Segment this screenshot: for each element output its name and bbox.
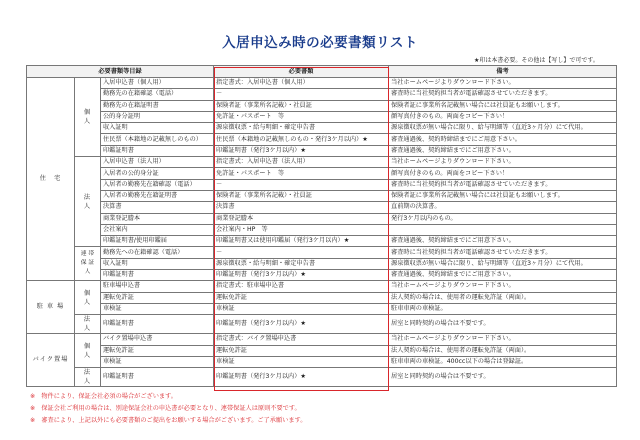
table-row xyxy=(27,236,617,247)
required-doc-cell: 保険者証（事業所名記載）・社員証 xyxy=(214,190,389,201)
document-item-cell: 決算書 xyxy=(101,202,214,213)
footnote-3: ※ 審査により、上記以外にも必要書類のご提出をお願いする場合がございます。ご了承願います。 xyxy=(30,417,307,424)
remark-cell: 駐車車両の車検証。 xyxy=(389,303,617,314)
remark-cell: 発行3ケ月以内のもの。 xyxy=(389,213,617,224)
category-cell: 駐 車 場 xyxy=(27,281,75,334)
remark-cell: 審査通過後、契約締結までにご用意下さい。 xyxy=(389,236,617,247)
subcategory-cell: 法 人 xyxy=(75,157,101,247)
document-item-cell: 運転免許証 xyxy=(101,292,214,303)
remark-cell: 審査時に当社契約担当者が電話確認させていただきます。 xyxy=(389,89,617,100)
required-doc-cell: 住民票（本籍地の記載無しのもの・発行3ケ月以内）★ xyxy=(214,134,389,145)
document-item-cell: 駐車場申込書 xyxy=(101,281,214,292)
table-row xyxy=(27,89,617,100)
document-item-cell: 収入証明 xyxy=(101,258,214,269)
document-item-cell: 車検証 xyxy=(101,356,214,367)
required-doc-cell: 決算書 xyxy=(214,202,389,213)
document-item-cell: 印鑑証明書 xyxy=(101,315,214,334)
table-row xyxy=(27,258,617,269)
document-item-cell: バイク置場申込書 xyxy=(101,334,214,345)
document-item-cell: 入居申込書（法人用） xyxy=(101,157,214,168)
footnote-2: ※ 保証会社ご利用の場合は、別途保証会社の申込書が必要となり、連帯保証人は原則不要です。 xyxy=(30,405,301,412)
subcategory-cell: 法 人 xyxy=(75,368,101,387)
remark-cell: 審査時に当社契約担当者が電話確認させていただきます。 xyxy=(389,247,617,258)
document-item-cell: 入居者の公的身分証 xyxy=(101,168,214,179)
remark-cell: 法人契約の場合は、使用者の運転免許証（両面）。 xyxy=(389,345,617,356)
category-cell: バイク置場 xyxy=(27,334,75,387)
table-row xyxy=(27,224,617,235)
required-doc-cell: － xyxy=(214,247,389,258)
document-item-cell: 印鑑証明書 xyxy=(101,368,214,387)
remark-cell: 顔写真付きのもの。両面をコピー下さい！ xyxy=(389,111,617,122)
subcategory-cell: 個 人 xyxy=(75,334,101,368)
remark-cell: 審査通過後、契約締結までにご用意下さい。 xyxy=(389,270,617,281)
table-row xyxy=(27,202,617,213)
document-item-cell: 印鑑証明書/使用印鑑届 xyxy=(101,236,214,247)
subcategory-cell: 個 人 xyxy=(75,281,101,315)
remark-cell: 源泉徴収票が無い場合に限り、給与明細等（直近3ヶ月分）にて代用。 xyxy=(389,258,617,269)
table-row xyxy=(27,247,617,258)
required-doc-cell: 運転免許証 xyxy=(214,345,389,356)
required-doc-cell: 印鑑証明書又は使用印鑑届（発行3ケ月以内）★ xyxy=(214,236,389,247)
document-item-cell: 印鑑証明書 xyxy=(101,270,214,281)
remark-cell: 保険者証に事業所名記載無い場合には社員証もお願いします。 xyxy=(389,100,617,111)
required-doc-cell: 保険者証（事業所名記載）・社員証 xyxy=(214,100,389,111)
document-item-cell: 入居者の勤務先在籍証明書 xyxy=(101,190,214,201)
required-doc-cell: 車検証 xyxy=(214,303,389,314)
remark-cell: 居室と同時契約の場合は不要です。 xyxy=(389,315,617,334)
remark-cell: 直前期の決算書。 xyxy=(389,202,617,213)
required-doc-cell: 免許証・パスポート 等 xyxy=(214,111,389,122)
required-doc-cell: 印鑑証明書（発行3ケ月以内）★ xyxy=(214,315,389,334)
remark-cell: 審査時に当社契約担当者が電話確認させていただきます。 xyxy=(389,179,617,190)
table-row xyxy=(27,179,617,190)
required-doc-cell: 源泉徴収票・給与明細・確定申告書 xyxy=(214,123,389,134)
header-documents: 必要書類等目録 xyxy=(27,66,214,78)
subcategory-cell: 法 人 xyxy=(75,315,101,334)
document-item-cell: 印鑑証明書 xyxy=(101,145,214,156)
page-title: 入居申込み時の必要書類リスト xyxy=(222,35,418,51)
document-item-cell: 商業登記謄本 xyxy=(101,213,214,224)
table-row xyxy=(27,356,617,367)
document-item-cell: 勤務先の在籍確認（電話） xyxy=(101,89,214,100)
table-row xyxy=(27,213,617,224)
subcategory-cell: 個 人 xyxy=(75,78,101,157)
table-row xyxy=(27,190,617,201)
remark-cell: 法人契約の場合は、使用者の運転免許証（両面）。 xyxy=(389,292,617,303)
remark-cell: 当社ホームページよりダウンロード下さい。 xyxy=(389,78,617,89)
table-row xyxy=(27,111,617,122)
document-item-cell: 運転免許証 xyxy=(101,345,214,356)
document-item-cell: 入居者の勤務先在籍確認（電話） xyxy=(101,179,214,190)
required-doc-cell: － xyxy=(214,89,389,100)
remark-cell: 居室と同時契約の場合は不要です。 xyxy=(389,368,617,387)
required-doc-cell: 印鑑証明書（発行3ケ月以内）★ xyxy=(214,368,389,387)
table-row xyxy=(27,281,617,292)
table-body xyxy=(27,78,617,387)
required-doc-cell: 会社案内・HP 等 xyxy=(214,224,389,235)
required-doc-cell: 運転免許証 xyxy=(214,292,389,303)
category-cell: 住 宅 xyxy=(27,78,75,281)
remark-cell xyxy=(389,224,617,235)
remark-cell: 源泉徴収票が無い場合に限り、給与明細等（直近3ヶ月分）にて代用。 xyxy=(389,123,617,134)
remark-cell: 当社ホームページよりダウンロード下さい。 xyxy=(389,157,617,168)
table-row xyxy=(27,134,617,145)
table-row xyxy=(27,315,617,334)
table-row xyxy=(27,334,617,345)
table-row xyxy=(27,78,617,89)
table-row xyxy=(27,292,617,303)
star-note: ★印は本書必要。その他は【写し】で可です。 xyxy=(474,57,599,64)
required-doc-cell: 指定書式：バイク置場申込書 xyxy=(214,334,389,345)
remark-cell: 当社ホームページよりダウンロード下さい。 xyxy=(389,334,617,345)
document-item-cell: 収入証明 xyxy=(101,123,214,134)
document-item-cell: 会社案内 xyxy=(101,224,214,235)
table-row xyxy=(27,345,617,356)
remark-cell: 保険者証に事業所名記載無い場合には社員証もお願いします。 xyxy=(389,190,617,201)
required-doc-cell: 商業登記謄本 xyxy=(214,213,389,224)
remark-cell: 当社ホームページよりダウンロード下さい。 xyxy=(389,281,617,292)
document-item-cell: 勤務先の在籍証明書 xyxy=(101,100,214,111)
document-item-cell: 公的身分証明 xyxy=(101,111,214,122)
table-row xyxy=(27,123,617,134)
document-item-cell: 車検証 xyxy=(101,303,214,314)
document-item-cell: 勤務先への在籍確認（電話） xyxy=(101,247,214,258)
document-item-cell: 住民票（本籍地の記載無しのもの） xyxy=(101,134,214,145)
table-row xyxy=(27,303,617,314)
table-header-row xyxy=(27,66,617,78)
remark-cell: 顔写真付きのもの。両面をコピー下さい！ xyxy=(389,168,617,179)
required-doc-cell: 印鑑証明書（発行3ケ月以内）★ xyxy=(214,145,389,156)
required-doc-cell: 源泉徴収票・給与明細・確定申告書 xyxy=(214,258,389,269)
required-doc-cell: 指定書式：入居申込書（法人用） xyxy=(214,157,389,168)
required-doc-cell: 指定書式：駐車場申込書 xyxy=(214,281,389,292)
table-row xyxy=(27,157,617,168)
table-row xyxy=(27,368,617,387)
remark-cell: 審査通過後、契約時締結までにご用意下さい。 xyxy=(389,134,617,145)
required-doc-cell: 指定書式：入居申込書（個人用） xyxy=(214,78,389,89)
required-doc-cell: － xyxy=(214,179,389,190)
remark-cell: 審査通過後、契約締結までにご用意下さい。 xyxy=(389,145,617,156)
required-doc-cell: 免許証・パスポート 等 xyxy=(214,168,389,179)
required-doc-cell: 印鑑証明書（発行3ケ月以内）★ xyxy=(214,270,389,281)
remark-cell: 駐車車両の車検証。400cc以下の場合は登録証。 xyxy=(389,356,617,367)
table-row xyxy=(27,168,617,179)
table-row xyxy=(27,100,617,111)
documents-table xyxy=(26,65,617,387)
footnote-1: ※ 物件により、保証会社必須の場合がございます。 xyxy=(30,393,177,400)
subcategory-cell: 連 帯 保 証 人 xyxy=(75,247,101,281)
header-required: 必要書類 xyxy=(214,66,389,78)
table-row xyxy=(27,145,617,156)
header-remarks: 備考 xyxy=(389,66,617,78)
document-item-cell: 入居申込書（個人用） xyxy=(101,78,214,89)
required-doc-cell: 車検証 xyxy=(214,356,389,367)
table-row xyxy=(27,270,617,281)
